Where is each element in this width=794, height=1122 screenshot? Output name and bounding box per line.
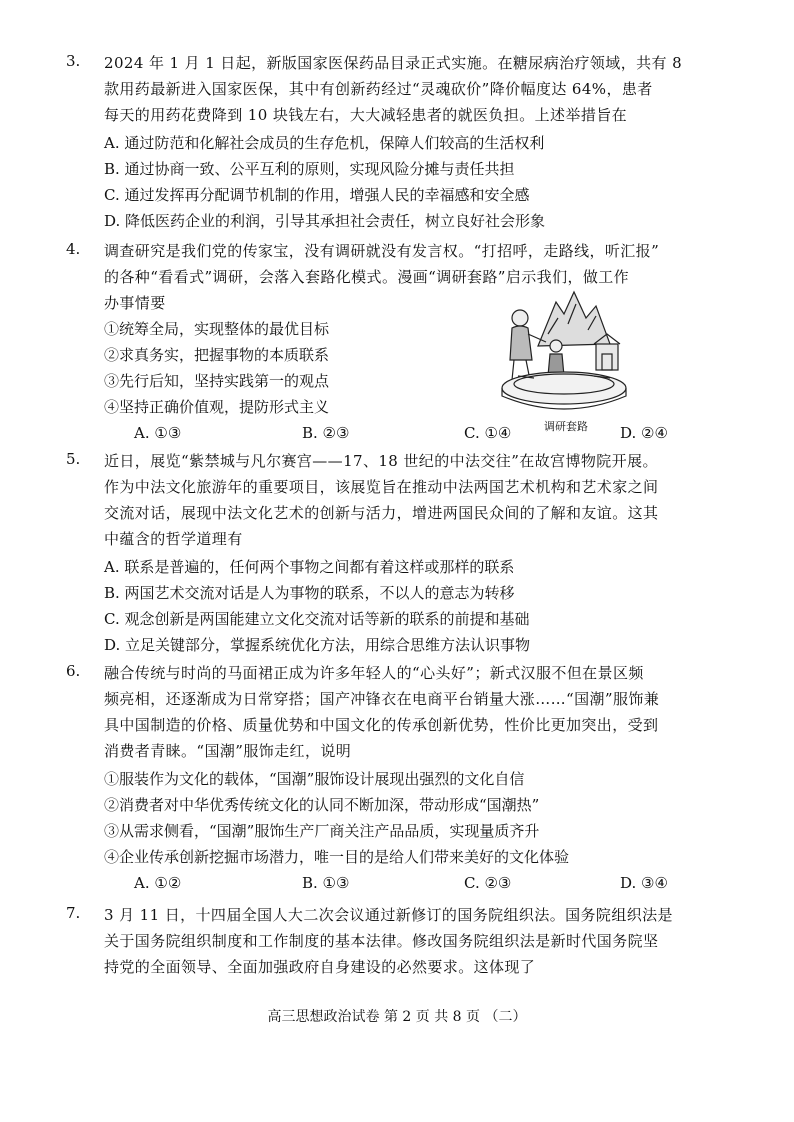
cartoon-caption: 调研套路 xyxy=(544,420,588,433)
question-stem-line: 融合传统与时尚的马面裙正成为许多年轻人的“心头好”；新式汉服不但在景区频 xyxy=(104,664,644,682)
question-stem-line: 消费者青睐。“国潮”服饰走红，说明 xyxy=(104,742,352,760)
question-stem-line: 近日，展览“紫禁城与凡尔赛宫——17、18 世纪的中法交往”在故宫博物院开展。 xyxy=(104,452,658,470)
option-a: A. 联系是普遍的，任何两个事物之间都有着这样或那样的联系 xyxy=(104,558,515,576)
statement-2: ②消费者对中华优秀传统文化的认同不断加深，带动形成“国潮热” xyxy=(104,796,540,814)
option-c: C. 观念创新是两国能建立文化交流对话等新的联系的前提和基础 xyxy=(104,610,530,628)
option-b: B. 通过协商一致、公平互利的原则，实现风险分摊与责任共担 xyxy=(104,160,515,178)
option-a: A. 通过防范和化解社会成员的生存危机，保障人们较高的生活权利 xyxy=(104,134,545,152)
question-stem-line: 关于国务院组织制度和工作制度的基本法律。修改国务院组织法是新时代国务院坚 xyxy=(104,932,659,950)
question-stem-line: 每天的用药花费降到 10 块钱左右，大大减轻患者的就医负担。上述举措旨在 xyxy=(104,106,628,124)
question-stem-line: 调查研究是我们党的传家宝，没有调研就没有发言权。“打招呼，走路线，听汇报” xyxy=(104,242,660,260)
question-stem-line: 的各种“看看式”调研，会落入套路化模式。漫画“调研套路”启示我们，做工作 xyxy=(104,268,630,286)
option-c: C. 通过发挥再分配调节机制的作用，增强人民的幸福感和安全感 xyxy=(104,186,530,204)
statement-4: ④企业传承创新挖掘市场潜力，唯一目的是给人们带来美好的文化体验 xyxy=(104,848,570,866)
cartoon-drawing xyxy=(498,284,634,436)
choice-c: C. ②③ xyxy=(464,874,512,892)
question-number: 6. xyxy=(66,662,81,680)
choice-d: D. ③④ xyxy=(620,874,668,892)
choice-c: C. ①④ xyxy=(464,424,512,442)
question-stem-line: 款用药最新进入国家医保，其中有创新药经过“灵魂砍价”降价幅度达 64%，患者 xyxy=(104,80,653,98)
question-stem-line: 办事情要 xyxy=(104,294,166,312)
choice-b: B. ②③ xyxy=(302,424,350,442)
statement-2: ②求真务实，把握事物的本质联系 xyxy=(104,346,330,364)
question-stem-line: 持党的全面领导、全面加强政府自身建设的必然要求。这体现了 xyxy=(104,958,536,976)
option-b: B. 两国艺术交流对话是人为事物的联系，不以人的意志为转移 xyxy=(104,584,515,602)
question-number: 3. xyxy=(66,52,81,70)
choice-b: B. ①③ xyxy=(302,874,350,892)
question-stem-line: 2024 年 1 月 1 日起，新版国家医保药品目录正式实施。在糖尿病治疗领域，共有 8 xyxy=(104,54,683,72)
question-number: 7. xyxy=(66,904,81,922)
option-d: D. 立足关键部分，掌握系统优化方法，用综合思维方法认识事物 xyxy=(104,636,531,654)
question-stem-line: 交流对话，展现中法文化艺术的创新与活力，增进两国民众间的了解和友谊。这其 xyxy=(104,504,659,522)
statement-4: ④坚持正确价值观，提防形式主义 xyxy=(104,398,330,416)
cartoon-image xyxy=(498,284,634,436)
question-stem-line: 3 月 11 日，十四届全国人大二次会议通过新修订的国务院组织法。国务院组织法是 xyxy=(104,906,673,924)
choice-a: A. ①③ xyxy=(134,424,182,442)
statement-1: ①服装作为文化的载体，“国潮”服饰设计展现出强烈的文化自信 xyxy=(104,770,525,788)
question-number: 5. xyxy=(66,450,81,468)
question-stem-line: 中蕴含的哲学道理有 xyxy=(104,530,243,548)
question-stem-line: 具中国制造的价格、质量优势和中国文化的传承创新优势，性价比更加突出，受到 xyxy=(104,716,659,734)
statement-3: ③从需求侧看，“国潮”服饰生产厂商关注产品品质，实现量质齐升 xyxy=(104,822,540,840)
question-stem-line: 频亮相，还逐渐成为日常穿搭；国产冲锋衣在电商平台销量大涨……“国潮”服饰兼 xyxy=(104,690,660,708)
page-footer: 高三思想政治试卷 第 2 页 共 8 页 （二） xyxy=(267,1009,527,1025)
statement-1: ①统筹全局，实现整体的最优目标 xyxy=(104,320,330,338)
choice-d: D. ②④ xyxy=(620,424,668,442)
choice-a: A. ①② xyxy=(134,874,182,892)
option-d: D. 降低医药企业的利润，引导其承担社会责任，树立良好社会形象 xyxy=(104,212,546,230)
statement-3: ③先行后知，坚持实践第一的观点 xyxy=(104,372,330,390)
question-number: 4. xyxy=(66,240,81,258)
question-stem-line: 作为中法文化旅游年的重要项目，该展览旨在推动中法两国艺术机构和艺术家之间 xyxy=(104,478,659,496)
